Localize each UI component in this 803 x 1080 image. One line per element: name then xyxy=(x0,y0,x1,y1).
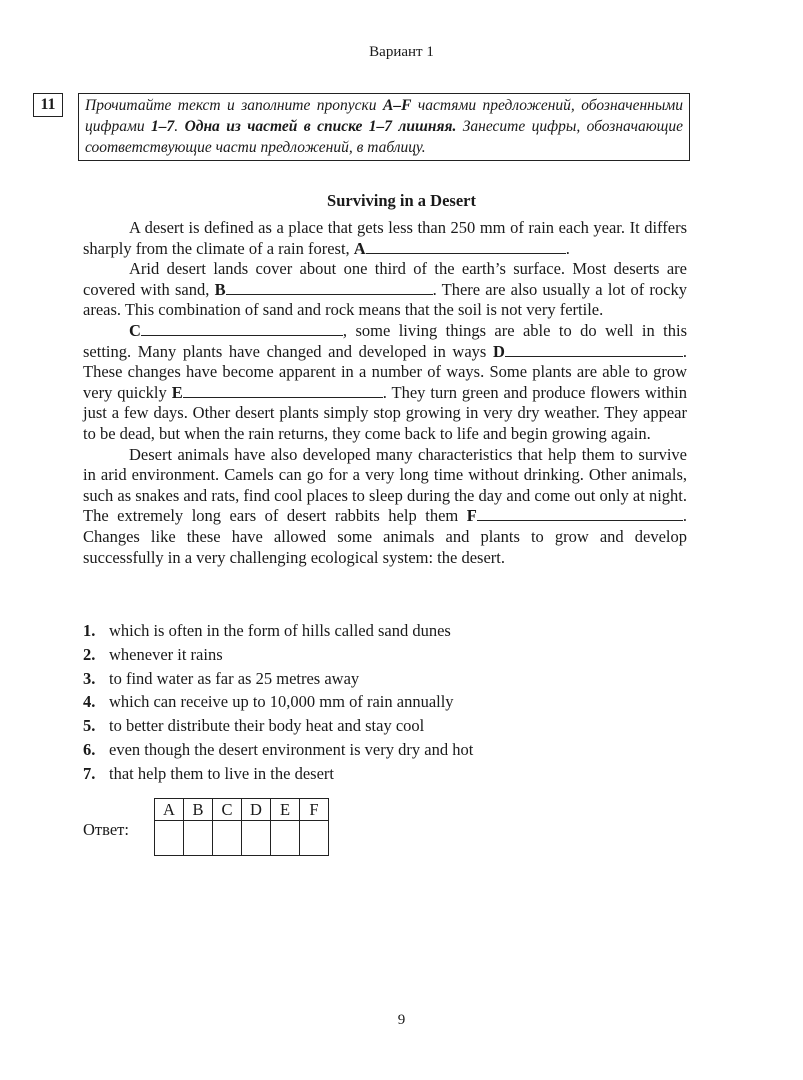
text-run: . They turn green and produce flowers within just a few days. Other desert plants simply stop growing in very dry weather. They appear to be dead, but when the rain returns, they come back to life and begin growing again. xyxy=(83,382,688,443)
text-run: . Changes like these have allowed some animals and plants to grow and develop successfully in a very challenging ecological system: the desert. xyxy=(83,506,687,567)
paragraph-3 xyxy=(83,321,687,445)
text-run: . There are also usually a lot of rocky areas. This combination of sand and rock means that the soil is not very fertile. xyxy=(83,279,687,320)
option-item xyxy=(83,619,473,643)
paragraph-4 xyxy=(83,445,687,569)
option-item xyxy=(83,738,473,762)
page-number: 9 xyxy=(397,1012,406,1028)
answer-label: Ответ: xyxy=(83,820,129,839)
task-number: 11 xyxy=(33,93,63,117)
instruction-part: частями предложений, обозначенными цифрами xyxy=(85,97,683,135)
text-run: . These changes have become apparent in a number of ways. Some plants are able to grow very quickly xyxy=(83,341,687,402)
text-run: Desert animals have also developed many characteristics that help them to survive in arid environment. Camels can go for a very long time without drinking. Other animals, such as snakes and rats, find cool places to sleep during the day and come out only at night. The extremely long ears of desert rabbits help them xyxy=(83,444,687,526)
instruction-bold-note: Одна из частей в списке 1–7 лишняя. xyxy=(184,118,457,135)
article-text xyxy=(83,218,687,568)
gap-letter-f: F xyxy=(466,506,477,526)
article-title: Surviving in a Desert xyxy=(327,191,476,210)
instruction-part: Занесите цифры, обозначающие соответствующие части предложений, в таблицу. xyxy=(85,118,683,156)
text-run: . xyxy=(565,238,570,258)
option-text: to better distribute their body heat and stay cool xyxy=(109,716,425,736)
answer-column-f: F xyxy=(300,799,329,821)
gap-letter-a: A xyxy=(353,238,366,258)
answer-input-row xyxy=(155,821,329,856)
answer-header-row xyxy=(155,799,329,821)
answer-column-b: B xyxy=(184,799,213,821)
instruction-bold-range: A–F xyxy=(382,97,412,114)
gap-letter-b: B xyxy=(214,279,226,299)
option-item xyxy=(83,714,473,738)
answer-cell-f[interactable] xyxy=(300,821,329,856)
gap-letter-c: C xyxy=(129,320,141,340)
answer-column-d: D xyxy=(242,799,271,821)
option-number: 7. xyxy=(83,763,96,783)
answer-column-e: E xyxy=(271,799,300,821)
gap-blank-b xyxy=(226,280,433,295)
options-list xyxy=(83,619,473,786)
option-text: even though the desert environment is very dry and hot xyxy=(109,739,474,759)
option-text: that help them to live in the desert xyxy=(109,763,334,783)
answer-cell-e[interactable] xyxy=(271,821,300,856)
answer-cell-b[interactable] xyxy=(184,821,213,856)
option-number: 1. xyxy=(83,621,96,640)
text-run: Arid desert lands cover about one third of the earth’s surface. Most deserts are covered with sand, xyxy=(83,259,687,299)
gap-blank-f xyxy=(477,506,683,521)
option-number: 4. xyxy=(83,692,96,712)
option-text: whenever it rains xyxy=(109,644,223,664)
option-item xyxy=(83,643,473,667)
option-number: 2. xyxy=(83,644,96,664)
gap-blank-e xyxy=(183,383,383,398)
paragraph-2 xyxy=(83,259,687,321)
option-item xyxy=(83,667,473,691)
answer-cell-d[interactable] xyxy=(242,821,271,856)
answer-column-c: C xyxy=(213,799,242,821)
paragraph-1 xyxy=(83,218,687,259)
answer-cell-c[interactable] xyxy=(213,821,242,856)
instruction-bold-range: 1–7 xyxy=(151,118,175,135)
task-instruction xyxy=(78,93,690,161)
gap-blank-c xyxy=(141,321,343,336)
answer-cell-a[interactable] xyxy=(155,821,184,856)
option-number: 3. xyxy=(83,668,96,688)
instruction-part: Прочитайте текст и заполните пропуски xyxy=(85,97,383,114)
text-run: A desert is defined as a place that gets less than 250 mm of rain each year. It differs sharply from the climate of a rain forest, xyxy=(83,218,687,258)
option-number: 5. xyxy=(83,716,96,736)
option-item xyxy=(83,690,473,714)
gap-letter-d: D xyxy=(492,341,505,361)
text-run: , some living things are able to do well in this setting. Many plants have changed and developed in ways xyxy=(83,320,687,361)
gap-blank-a xyxy=(366,239,566,254)
option-text: which can receive up to 10,000 mm of rain annually xyxy=(109,692,454,712)
answer-table xyxy=(154,798,329,856)
option-text: which is often in the form of hills called sand dunes xyxy=(109,621,451,640)
answer-column-a: A xyxy=(155,799,184,821)
gap-blank-d xyxy=(505,342,683,357)
instruction-part: . xyxy=(174,118,185,135)
option-item xyxy=(83,762,473,786)
option-text: to find water as far as 25 metres away xyxy=(109,668,360,688)
variant-header: Вариант 1 xyxy=(369,44,434,60)
gap-letter-e: E xyxy=(171,382,183,402)
option-number: 6. xyxy=(83,739,96,759)
